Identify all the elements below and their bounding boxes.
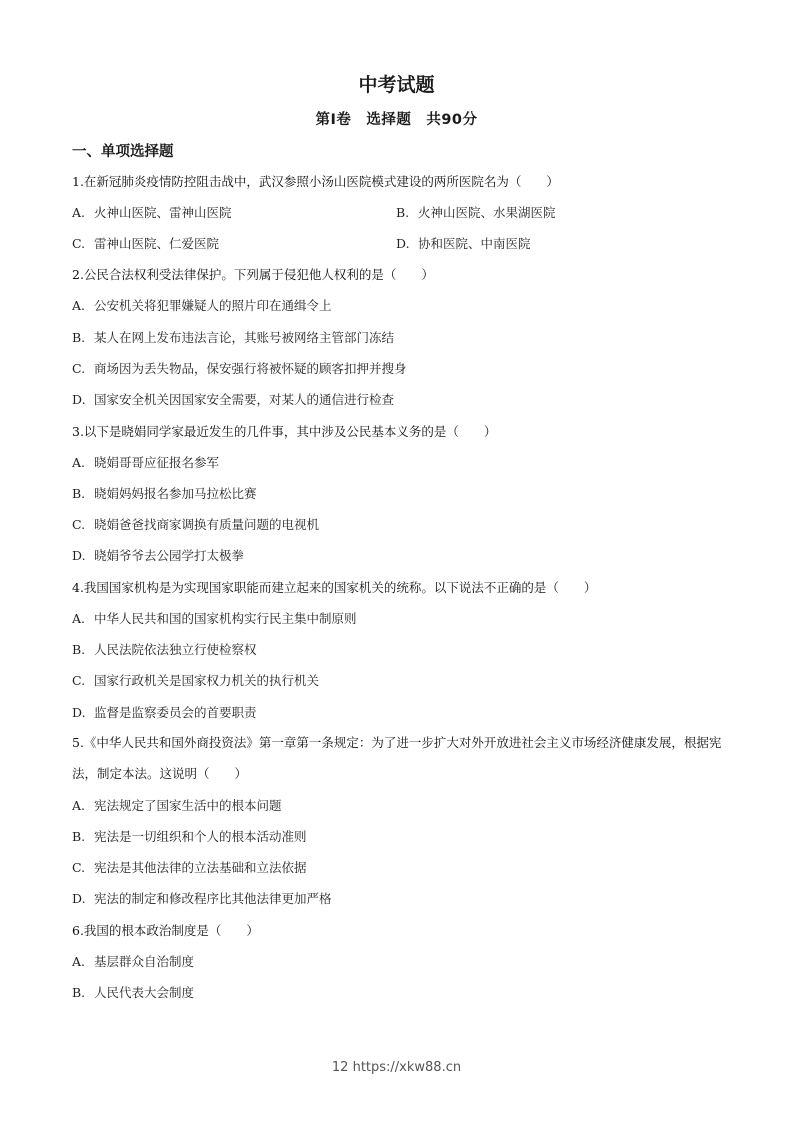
option-key: B.	[396, 205, 410, 220]
option-key: A.	[72, 205, 86, 220]
option-text: 人民法院依法独立行使检察权	[94, 642, 257, 657]
option-text: 雷神山医院、仁爱医院	[94, 236, 220, 251]
option-key: A.	[72, 298, 86, 313]
page-footer: 12 https://xkw88.cn	[331, 1060, 462, 1075]
option-text: 中华人民共和国的国家机构实行民主集中制原则	[94, 611, 357, 626]
option-text: 基层群众自治制度	[94, 954, 195, 969]
option-text: 监督是监察委员会的首要职责	[94, 705, 257, 720]
option-key: B.	[72, 330, 86, 345]
question-1-stem: 1.在新冠肺炎疫情防控阻击战中，武汉参照小汤山医院模式建设的两所医院名为（ ）	[72, 174, 559, 189]
option-key: C.	[72, 236, 86, 251]
question-4-option-b	[72, 640, 257, 658]
option-key: A.	[72, 798, 86, 813]
question-2-option-b	[72, 328, 394, 346]
option-text: 宪法的制定和修改程序比其他法律更加严格	[94, 891, 332, 906]
question-5-option-d	[72, 889, 332, 907]
option-text: 宪法是一切组织和个人的根本活动准则	[94, 829, 307, 844]
option-key: C.	[72, 860, 86, 875]
option-key: B.	[72, 642, 86, 657]
question-5-stem: 5.《中华人民共和国外商投资法》第一章第一条规定：为了进一步扩大对外开放进社会主义市场经济健康发展，根据宪法，制定本法。这说明（ ）	[72, 735, 722, 781]
option-text: 火神山医院、水果湖医院	[418, 205, 556, 220]
question-1-option-b	[396, 203, 556, 221]
option-key: D.	[72, 392, 86, 407]
option-text: 宪法是其他法律的立法基础和立法依据	[94, 860, 307, 875]
option-key: A.	[72, 954, 86, 969]
option-key: C.	[72, 361, 86, 376]
option-text: 火神山医院、雷神山医院	[94, 205, 232, 220]
option-text: 人民代表大会制度	[94, 985, 195, 1000]
option-text: 商场因为丢失物品，保安强行将被怀疑的顾客扣押并搜身	[94, 361, 407, 376]
option-text: 晓娟爸爸找商家调换有质量问题的电视机	[94, 517, 320, 532]
option-key: D.	[396, 236, 410, 251]
option-key: A.	[72, 455, 86, 470]
question-4-option-d	[72, 703, 257, 721]
question-2-option-c	[72, 359, 407, 377]
option-text: 某人在网上发布违法言论，其账号被网络主管部门冻结	[94, 330, 395, 345]
option-text: 公安机关将犯罪嫌疑人的照片印在通缉令上	[94, 298, 332, 313]
question-5-option-b	[72, 827, 307, 845]
question-1-option-d	[396, 234, 531, 252]
option-key: D.	[72, 548, 86, 563]
question-2-stem: 2.公民合法权利受法律保护。下列属于侵犯他人权利的是（ ）	[72, 267, 434, 282]
option-text: 晓娟爷爷去公园学打太极拳	[94, 548, 245, 563]
question-1-option-c	[72, 234, 219, 252]
question-3-option-c	[72, 515, 319, 533]
option-key: B.	[72, 486, 86, 501]
question-4-option-a	[72, 609, 357, 627]
question-2-option-d	[72, 390, 394, 408]
section-heading: 一、单项选择题	[72, 144, 174, 160]
page-subtitle: 第Ⅰ卷 选择题 共90分	[315, 112, 478, 128]
question-3-option-d	[72, 546, 244, 564]
option-key: C.	[72, 673, 86, 688]
option-text: 晓娟妈妈报名参加马拉松比赛	[94, 486, 257, 501]
option-text: 国家安全机关因国家安全需要，对某人的通信进行检查	[94, 392, 395, 407]
option-key: B.	[72, 985, 86, 1000]
option-text: 晓娟哥哥应征报名参军	[94, 455, 220, 470]
question-5-option-c	[72, 858, 307, 876]
question-3-stem: 3.以下是晓娟同学家最近发生的几件事，其中涉及公民基本义务的是（ ）	[72, 424, 497, 439]
option-key: A.	[72, 611, 86, 626]
option-key: B.	[72, 829, 86, 844]
option-text: 协和医院、中南医院	[418, 236, 531, 251]
question-6-option-b	[72, 983, 194, 1001]
question-2-option-a	[72, 296, 332, 314]
question-3-option-b	[72, 484, 257, 502]
option-key: D.	[72, 891, 86, 906]
option-key: C.	[72, 517, 86, 532]
option-text: 国家行政机关是国家权力机关的执行机关	[94, 673, 320, 688]
question-5-option-a	[72, 796, 282, 814]
question-6-stem: 6.我国的根本政治制度是（ ）	[72, 923, 259, 938]
page-title: 中考试题	[358, 74, 435, 96]
option-key: D.	[72, 705, 86, 720]
question-3-option-a	[72, 453, 219, 471]
question-1-option-a	[72, 203, 232, 221]
option-text: 宪法规定了国家生活中的根本问题	[94, 798, 282, 813]
question-4-option-c	[72, 671, 319, 689]
question-6-option-a	[72, 952, 194, 970]
question-4-stem: 4.我国国家机构是为实现国家职能而建立起来的国家机关的统称。以下说法不正确的是（ ）	[72, 580, 597, 595]
